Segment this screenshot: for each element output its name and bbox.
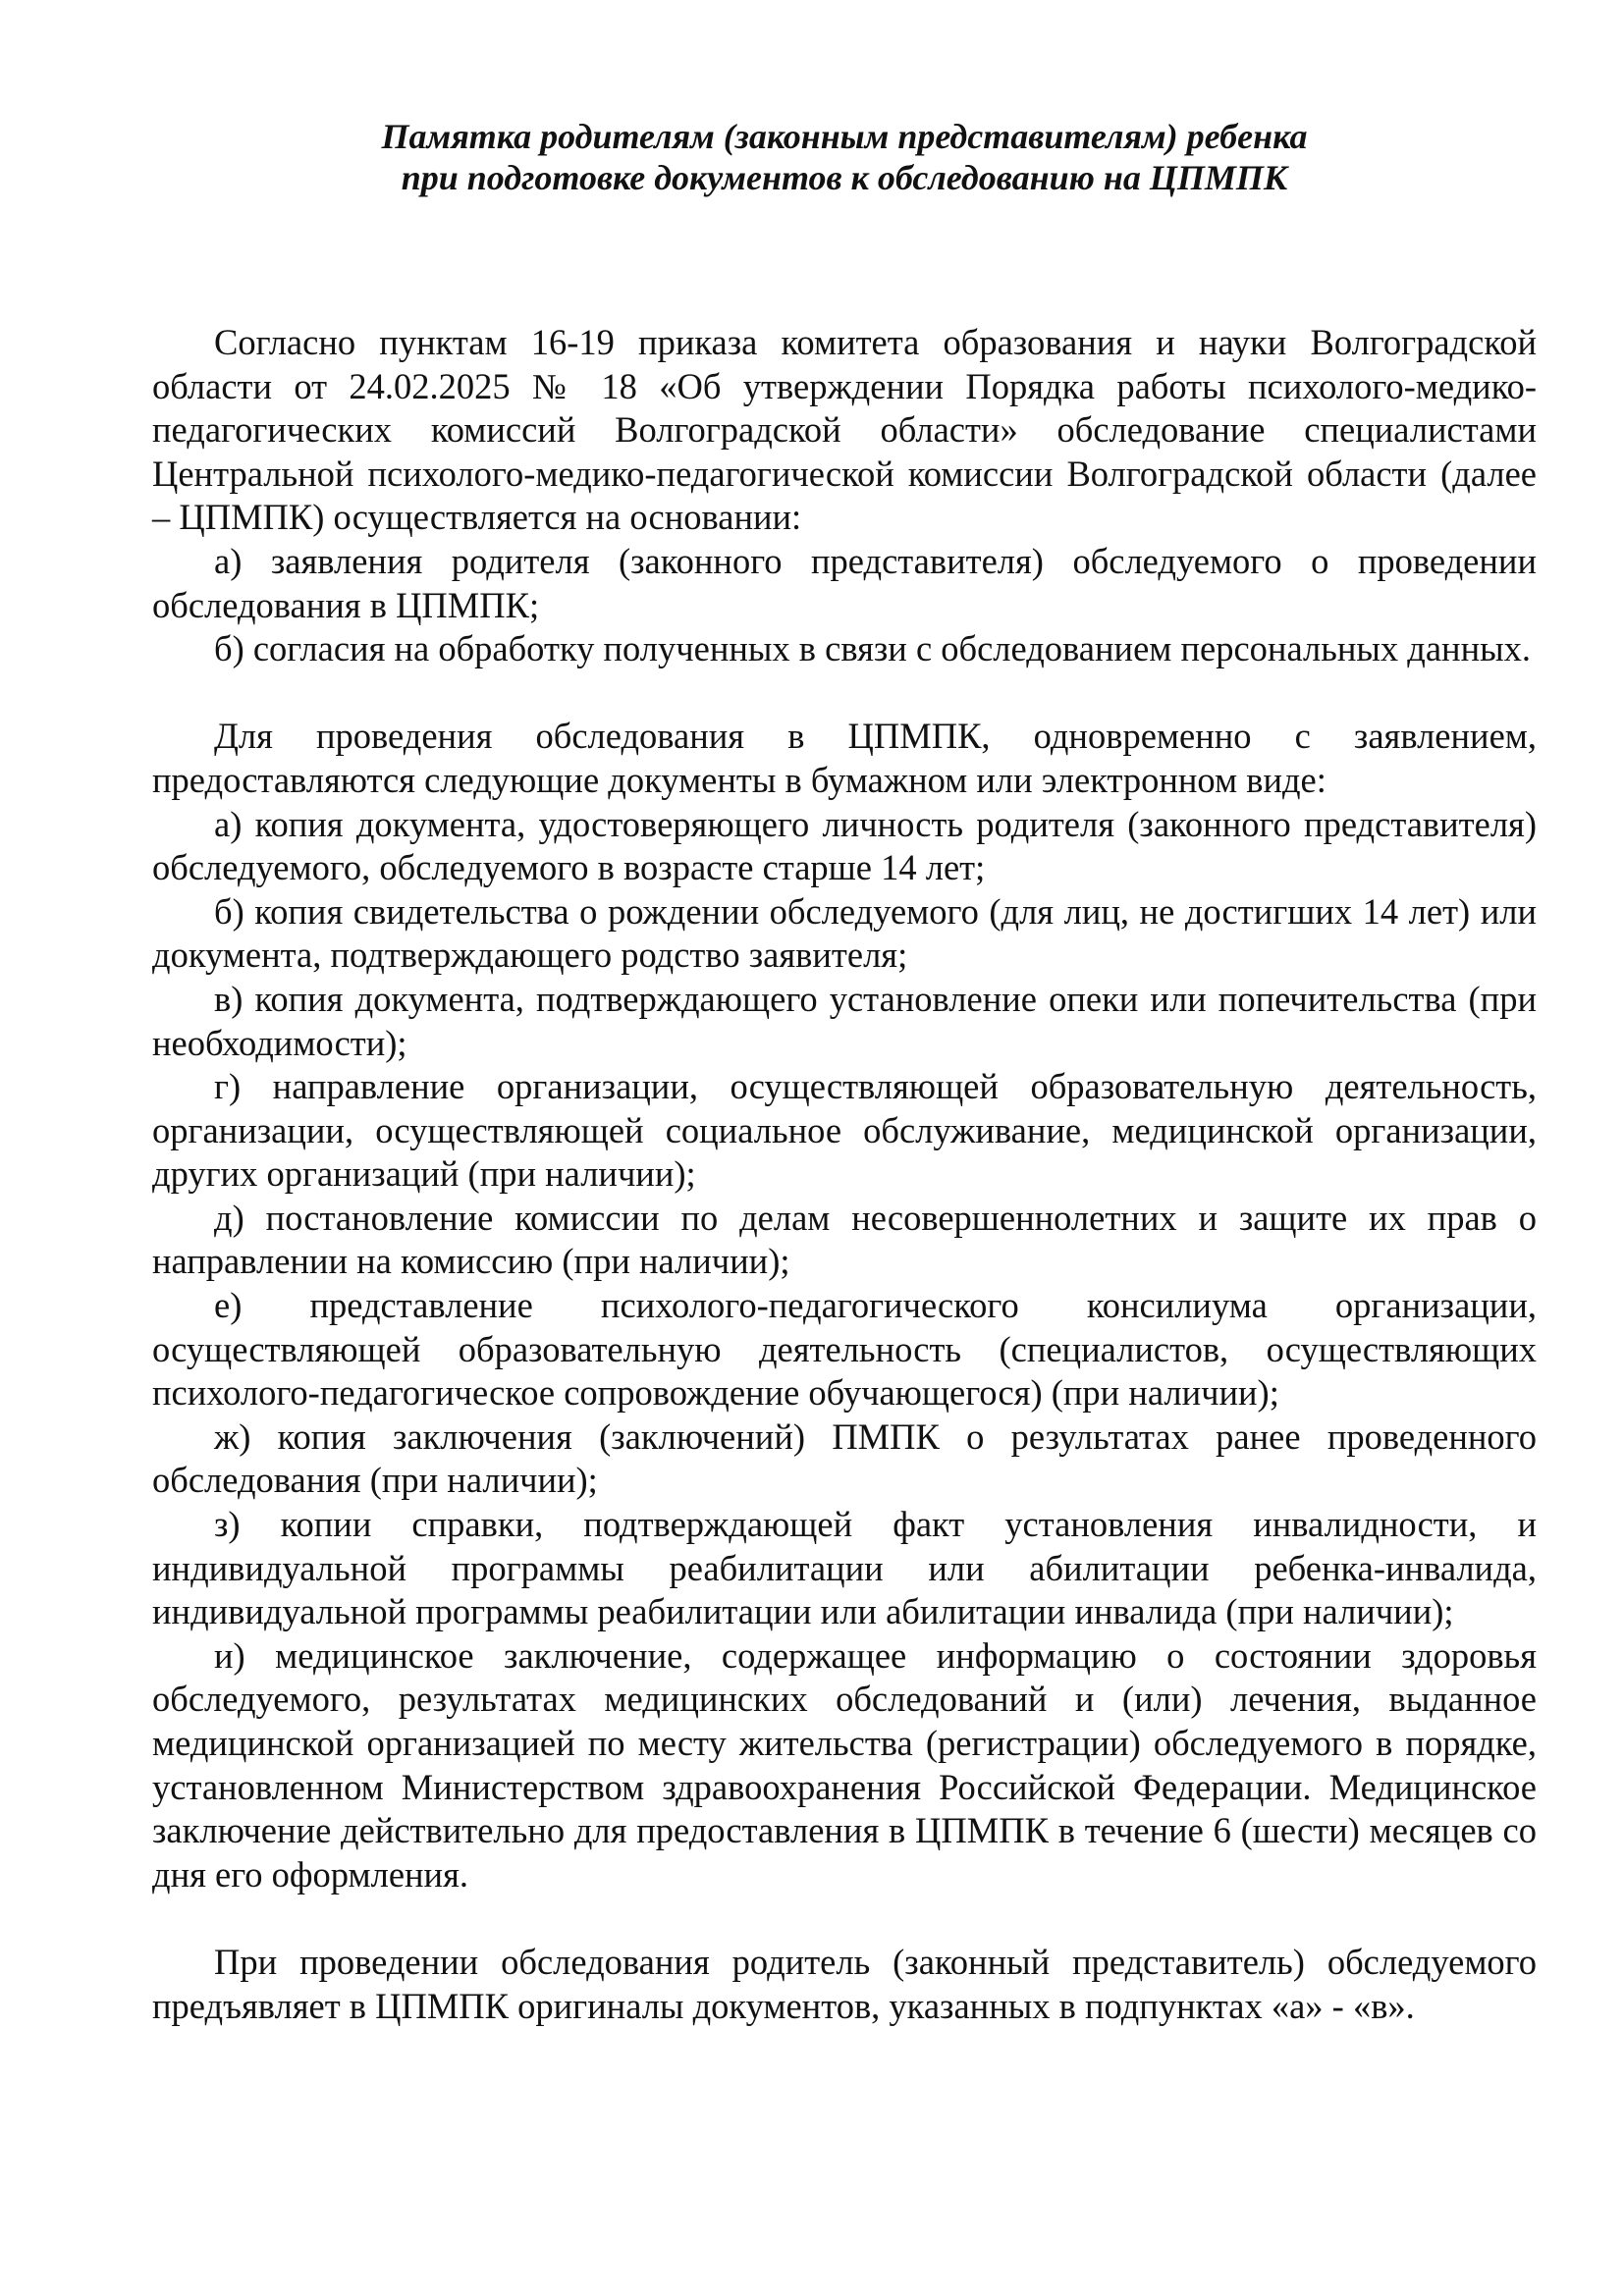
documents-item-v: в) копия документа, подтверждающего установление опеки или попечительства (при необходимости);	[152, 978, 1537, 1063]
paragraph-gap	[152, 1896, 1537, 1941]
documents-item-e: е) представление психолого-педагогического консилиума организации, осуществляющей образовательную деятельность (специалистов, осуществляющих психолого-педагогическое сопровождение обучающегося) (при наличии);	[152, 1285, 1537, 1414]
documents-item-d: д) постановление комиссии по делам несовершеннолетних и защите их прав о направлении на комиссию (при наличии);	[152, 1197, 1537, 1282]
document-page	[152, 116, 1537, 2028]
closing-paragraph: При проведении обследования родитель (законный представитель) обследуемого предъявляет в ЦПМПК оригиналы документов, указанных в подпунктах «а» - «в».	[152, 1941, 1537, 2026]
document-title	[152, 116, 1537, 198]
title-line-2: при подготовке документов к обследованию на ЦПМПК	[401, 158, 1288, 197]
documents-item-zh: ж) копия заключения (заключений) ПМПК о результатах ранее проведенного обследования (при наличии);	[152, 1415, 1537, 1501]
title-line-1: Памятка родителям (законным представителям) ребенка	[381, 117, 1308, 156]
paragraph-gap	[152, 671, 1537, 716]
documents-item-z: з) копии справки, подтверждающей факт установления инвалидности, и индивидуальной программы реабилитации или абилитации ребенка-инвалида, индивидуальной программы реабилитации или абилитации инвалида (при наличии);	[152, 1504, 1537, 1632]
document-body	[152, 321, 1537, 2028]
documents-item-i: и) медицинское заключение, содержащее информацию о состоянии здоровья обследуемого, результатах медицинских обследований и (или) лечения, выданное медицинской организацией по месту жительства (регистрации) обследуемого в порядке, установленном Министерством здравоохранения Российской Федерации. Медицинское заключение действительно для предоставления в ЦПМПК в течение 6 (шести) месяцев со дня его оформления.	[152, 1634, 1537, 1895]
documents-paragraph: Для проведения обследования в ЦПМПК, одновременно с заявлением, предоставляются следующие документы в бумажном или электронном виде:	[152, 716, 1537, 800]
intro-item-b: б) согласия на обработку полученных в связи с обследованием персональных данных.	[214, 628, 1532, 669]
documents-item-a: а) копия документа, удостоверяющего личность родителя (законного представителя) обследуемого, обследуемого в возрасте старше 14 лет;	[152, 803, 1537, 888]
intro-paragraph: Согласно пунктам 16-19 приказа комитета образования и науки Волгоградской области от 24.02.2025 № 18 «Об утверждении Порядка работы психолого-медико-педагогических комиссий Волгоградской области» обследование специалистами Центральной психолого-медико-педагогической комиссии Волгоградской области (далее – ЦПМПК) осуществляется на основании:	[152, 322, 1537, 538]
documents-item-b: б) копия свидетельства о рождении обследуемого (для лиц, не достигших 14 лет) или документа, подтверждающего родство заявителя;	[152, 890, 1537, 976]
intro-item-a: а) заявления родителя (законного представителя) обследуемого о проведении обследования в ЦПМПК;	[152, 540, 1537, 625]
documents-item-g: г) направление организации, осуществляющей образовательную деятельность, организации, осуществляющей социальное обслуживание, медицинской организации, других организаций (при наличии);	[152, 1066, 1537, 1195]
